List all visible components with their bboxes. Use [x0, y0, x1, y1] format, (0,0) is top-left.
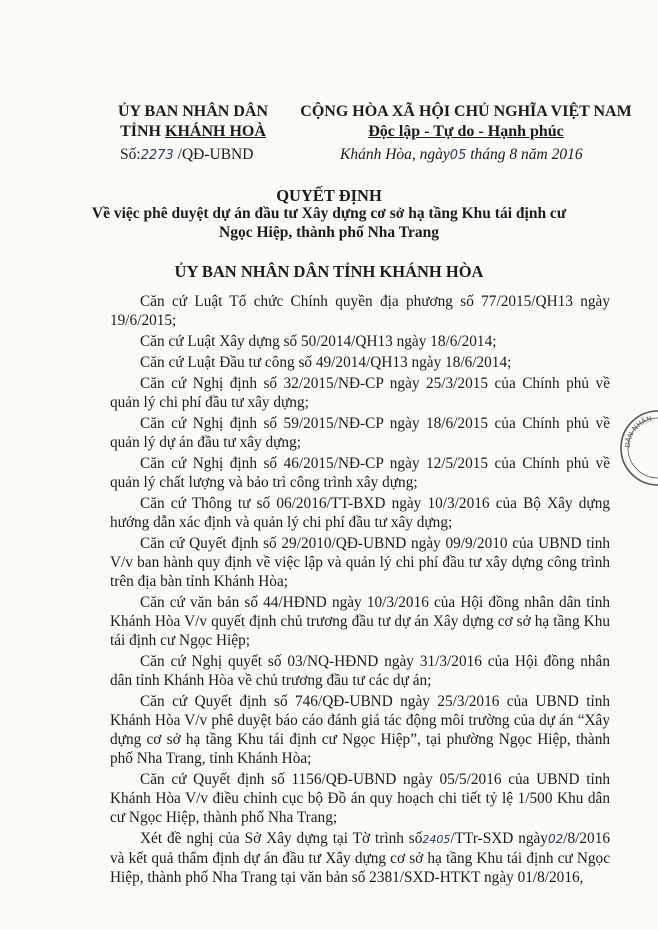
- proposal-text-2: /TTr-SXD ngày: [450, 830, 548, 847]
- basis-paragraph: Căn cứ Quyết định số 1156/QĐ-UBND ngày 05/5/2016 của UBND tỉnh Khánh Hòa V/v điều chỉnh cục bộ Đồ án quy hoạch chi tiết tỷ lệ 1/500 Khu dân cư Ngọc Hiệp, thành phố Nha Trang;: [110, 771, 610, 826]
- basis-paragraph: Căn cứ Nghị định số 46/2015/NĐ-CP ngày 12/5/2015 của Chính phủ về quản lý chất lượng và bảo trì công trình xây dựng;: [110, 455, 610, 491]
- proposal-number-handwritten: 2405: [422, 833, 451, 846]
- proposal-day-handwritten: 02: [547, 832, 564, 846]
- proposal-text-3: /8/2016 và kết quả thẩm định dự án đầu tư Xây dựng cơ sở hạ tầng Khu tái định cư Ngọc Hiệp, thành phố Nha Trang tại văn bản số 2381/SXD-HTKT ngày 01/8/2016,: [110, 830, 610, 886]
- stamp-icon: [618, 408, 658, 488]
- national-motto: Độc lập - Tự do - Hạnh phúc: [368, 123, 564, 140]
- basis-paragraph: Căn cứ Nghị định số 59/2015/NĐ-CP ngày 18/6/2015 của Chính phủ về quản lý dự án đầu tư xây dựng;: [110, 415, 610, 451]
- basis-paragraph: Căn cứ Nghị quyết số 03/NQ-HĐND ngày 31/3/2016 của Hội đồng nhân dân tỉnh Khánh Hòa về chủ trương đầu tư các dự án;: [110, 653, 610, 689]
- proposal-text-1: Xét đề nghị của Sở Xây dựng tại Tờ trình số: [140, 830, 423, 847]
- document-body: [110, 292, 610, 889]
- number-prefix: Số:: [120, 146, 141, 163]
- national-motto-block: [282, 102, 650, 142]
- number-suffix: /QĐ-UBND: [173, 146, 254, 163]
- basis-paragraph: Căn cứ Quyết định số 746/QĐ-UBND ngày 25/3/2016 của UBND tỉnh Khánh Hòa V/v phê duyệt báo cáo đánh giá tác động môi trường của dự án “Xây dựng cơ sở hạ tầng Khu tái định cư Ngọc Hiệp”, tại phường Ngọc Hiệp, thành phố Nha Trang, tỉnh Khánh Hòa;: [110, 693, 610, 767]
- issuer-block: [108, 102, 278, 142]
- document-date: [340, 146, 583, 164]
- issuer-line2-prefix: TỈNH: [120, 123, 165, 140]
- document-title: QUYẾT ĐỊNH: [276, 186, 382, 205]
- national-title: CỘNG HÒA XÃ HỘI CHỦ NGHĨA VIỆT NAM: [300, 103, 632, 120]
- basis-paragraph: Căn cứ văn bản số 44/HĐND ngày 10/3/2016 của Hội đồng nhân dân tỉnh Khánh Hòa V/v quyết định chủ trương đầu tư dự án Xây dựng cơ sở hạ tầng Khu tái định cư Ngọc Hiệp;: [110, 594, 610, 649]
- stamp-text: DÂN NHÂN: [623, 414, 653, 449]
- date-rest: tháng 8 năm 2016: [466, 146, 583, 163]
- basis-paragraph: Căn cứ Luật Đầu tư công số 49/2014/QH13 ngày 18/6/2014;: [140, 354, 512, 371]
- basis-paragraph: Căn cứ Quyết định số 29/2010/QĐ-UBND ngày 09/9/2010 của UBND tỉnh V/v ban hành quy định về việc lập và quản lý chi phí đầu tư xây dựng công trình trên địa bàn tỉnh Khánh Hòa;: [110, 535, 610, 590]
- number-handwritten: 2273: [140, 148, 174, 163]
- basis-paragraph: Căn cứ Luật Xây dựng số 50/2014/QH13 ngày 18/6/2014;: [140, 333, 497, 350]
- authority-heading: ỦY BAN NHÂN DÂN TỈNH KHÁNH HÒA: [174, 262, 484, 281]
- issuer-line2-province: KHÁNH HOÀ: [165, 123, 266, 140]
- basis-paragraph: Căn cứ Nghị định số 32/2015/NĐ-CP ngày 25/3/2015 của Chính phủ về quản lý chi phí đầu tư xây dựng;: [110, 375, 610, 411]
- proposal-paragraph: [110, 829, 610, 887]
- basis-paragraph: Căn cứ Thông tư số 06/2016/TT-BXD ngày 10/3/2016 của Bộ Xây dựng hướng dẫn xác định và quản lý chi phí đầu tư xây dựng;: [110, 495, 610, 531]
- svg-text:DÂN NHÂN: [624, 415, 653, 448]
- document-number: [120, 146, 253, 164]
- date-place: Khánh Hòa, ngày: [340, 146, 450, 163]
- basis-paragraph: Căn cứ Luật Tổ chức Chính quyền địa phương số 77/2015/QH13 ngày 19/6/2015;: [110, 293, 610, 329]
- date-day-handwritten: 05: [449, 148, 467, 163]
- issuer-line2: [108, 122, 278, 142]
- document-subject-line1: Về việc phê duyệt dự án đầu tư Xây dựng cơ sở hạ tầng Khu tái định cư: [91, 205, 567, 222]
- issuer-line1: ỦY BAN NHÂN DÂN: [117, 103, 269, 120]
- document-subject-line2: Ngọc Hiệp, thành phố Nha Trang: [219, 224, 439, 241]
